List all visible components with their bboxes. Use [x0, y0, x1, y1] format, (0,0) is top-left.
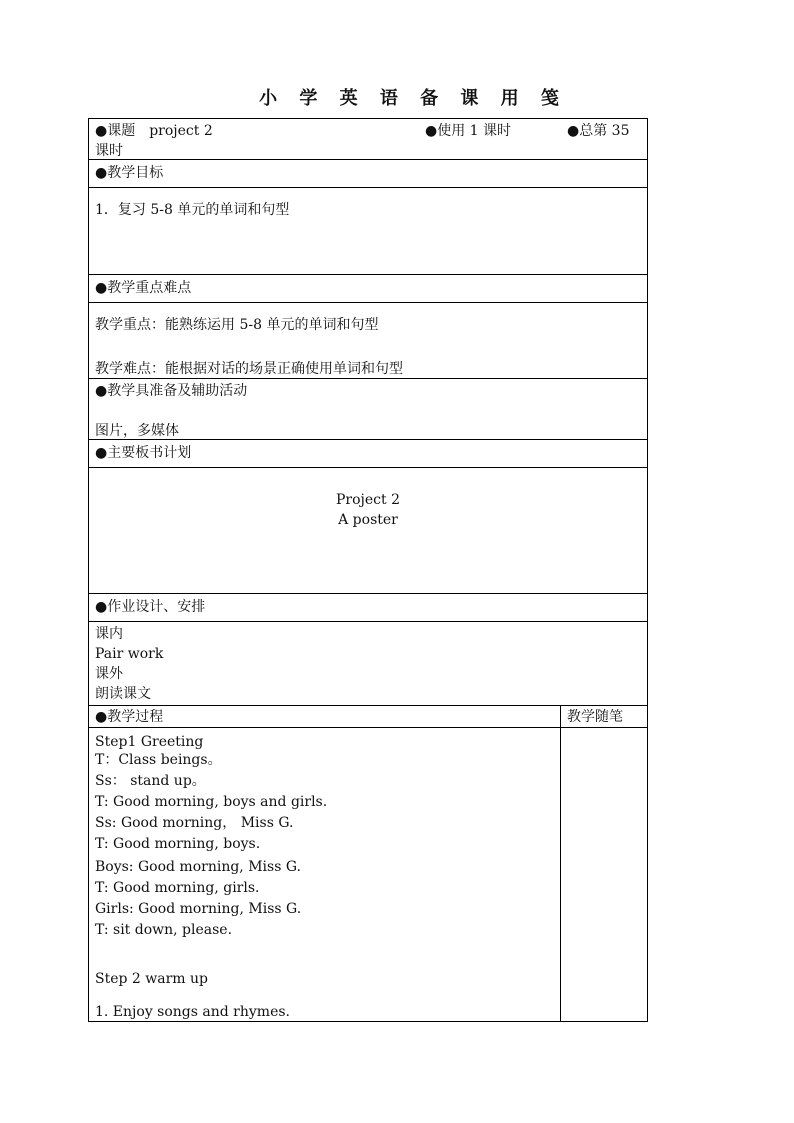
key-content — [89, 303, 647, 379]
lesson-plan-table — [88, 118, 648, 1022]
process-line: T: Good morning, boys. — [95, 836, 261, 852]
spacer — [95, 941, 554, 969]
header-row — [89, 119, 647, 160]
page-title: 小 学 英 语 备 课 用 笺 — [259, 88, 567, 109]
process-line: T: sit down, please. — [95, 922, 233, 938]
process-line: Girls: Good morning, Miss G. — [95, 901, 302, 917]
board-line-2: A poster — [338, 512, 398, 528]
process-content-row — [89, 728, 647, 1021]
hw-line: 朗读课文 — [95, 686, 151, 702]
process-steps — [89, 728, 561, 1021]
hw-line: Pair work — [95, 646, 164, 662]
process-line: Ss: Good morning， Miss G. — [95, 815, 294, 831]
process-line: T：Class beings。 — [95, 752, 222, 768]
process-line: Boys: Good morning, Miss G. — [95, 859, 301, 875]
board-line-1: Project 2 — [336, 492, 400, 508]
board-label: ●主要板书计划 — [95, 445, 192, 461]
notes-column — [561, 728, 647, 1021]
hw-content — [89, 622, 647, 706]
prep-text: 图片，多媒体 — [95, 423, 179, 439]
key-label-row — [89, 275, 647, 303]
prep-section — [89, 379, 647, 440]
notes-label: 教学随笔 — [567, 709, 623, 725]
process-line: Ss： stand up。 — [95, 773, 206, 789]
process-line: T: Good morning, girls. — [95, 880, 260, 896]
period-count: ●使用 1 课时 — [425, 123, 512, 139]
topic-suffix: 课时 — [95, 143, 123, 159]
goal-content — [89, 188, 647, 275]
goal-text: 1．复习 5-8 单元的单词和句型 — [95, 202, 290, 218]
topic-cell — [95, 121, 425, 161]
goal-label-row — [89, 160, 647, 188]
prep-label: ●教学具准备及辅助活动 — [95, 383, 248, 399]
hw-label: ●作业设计、安排 — [95, 599, 206, 615]
hw-line: 课外 — [95, 666, 123, 682]
topic-label: ●课题 project 2 — [95, 123, 213, 139]
hw-line: 课内 — [95, 626, 123, 642]
process-line: Step1 Greeting — [95, 734, 204, 750]
spacer — [95, 990, 554, 1002]
key-point-text: 教学重点：能熟练运用 5-8 单元的单词和句型 — [95, 317, 379, 333]
process-line: T: Good morning, boys and girls. — [95, 794, 328, 810]
process-header-row — [89, 706, 647, 728]
total-count: ●总第 35 — [567, 123, 630, 139]
goal-label: ●教学目标 — [95, 165, 164, 181]
process-line: 1. Enjoy songs and rhymes. — [95, 1004, 290, 1020]
hw-label-row — [89, 594, 647, 622]
process-line: Step 2 warm up — [95, 971, 208, 987]
difficulty-text: 教学难点：能根据对话的场景正确使用单词和句型 — [95, 361, 403, 377]
key-label: ●教学重点难点 — [95, 280, 192, 296]
board-label-row — [89, 440, 647, 468]
board-content — [89, 468, 647, 594]
process-label: ●教学过程 — [89, 706, 561, 727]
